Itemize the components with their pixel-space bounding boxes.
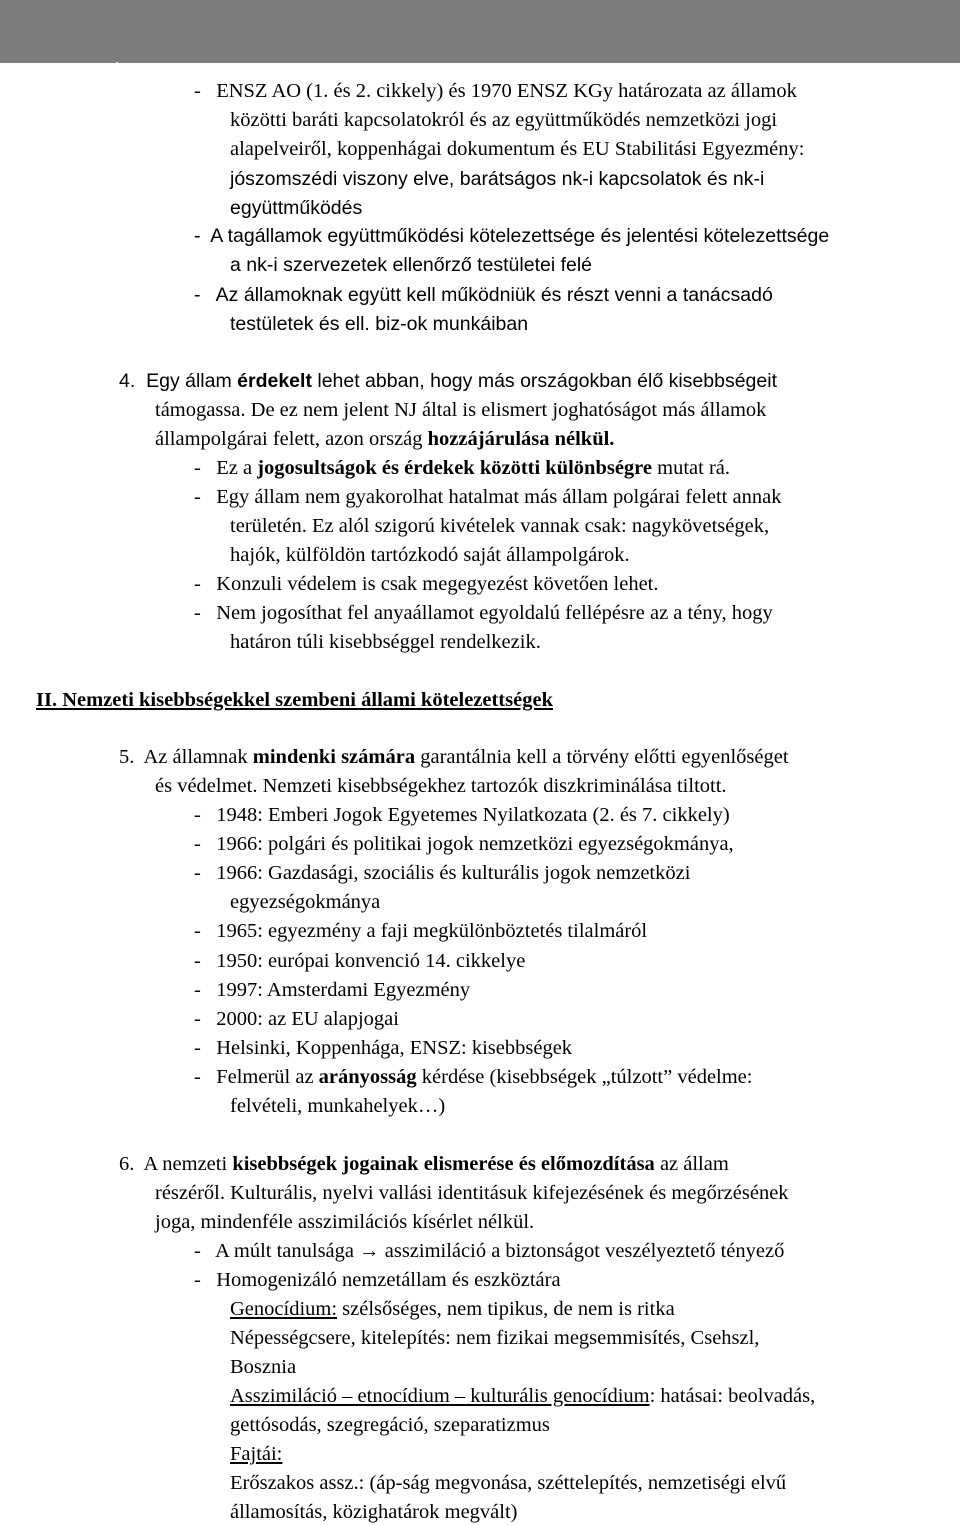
list-item: - Nem jogosíthat fel anyaállamot egyoldalú fellépésre az a tény, hogy: [194, 602, 773, 624]
list-item-continuation: a nk-i szervezetek ellenőrző testületei felé: [230, 254, 593, 276]
list-item: [194, 1239, 784, 1263]
list-item-continuation: gettósodás, szegregáció, szeparatizmus: [230, 1414, 550, 1436]
list-item-continuation: Bosznia: [230, 1356, 297, 1378]
underlined-text: Asszimiláció – etnocídium – kulturális genocídium: [230, 1385, 650, 1407]
text: 5. Az államnak: [119, 746, 253, 768]
list-item-continuation: jószomszédi viszony elve, barátságos nk-i kapcsolatok és nk-i: [230, 168, 765, 190]
header-line-1: Nemzet és Állam között: Kin-state és host country gyakorlati politikák (Európában és: [5, 62, 771, 85]
text: 4. Egy állam: [119, 370, 238, 392]
list-item-continuation: hajók, külföldön tartózkodó saját állampolgárok.: [230, 544, 630, 566]
point-4-line: [155, 427, 614, 451]
text: : hatásai: beolvadás,: [649, 1385, 816, 1407]
list-item: - Konzuli védelem is csak megegyezést követően lehet.: [194, 573, 659, 595]
list-item: - ENSZ AO (1. és 2. cikkely) és 1970 ENSZ KGy határozata az államok: [194, 80, 797, 102]
list-item: - 1950: európai konvenció 14. cikkelye: [194, 950, 526, 972]
point-5-line: [119, 745, 789, 769]
list-item: - 1997: Amsterdami Egyezmény: [194, 979, 471, 1001]
text: garantálnia kell a törvény előtti egyenlőséget: [415, 746, 789, 768]
list-item-continuation: Fajtái:: [230, 1443, 283, 1465]
list-item: - Homogenizáló nemzetállam és eszköztára: [194, 1269, 561, 1291]
text: szélsőséges, nem tipikus, de nem is ritka: [337, 1298, 675, 1320]
bold-text: arányosság: [318, 1066, 417, 1088]
list-item: - 1966: Gazdasági, szociális és kulturális jogok nemzetközi: [194, 862, 691, 884]
underlined-text: Genocídium:: [230, 1298, 338, 1320]
text: - A múlt tanulsága: [194, 1240, 360, 1262]
list-item: - 1948: Emberi Jogok Egyetemes Nyilatkozata (2. és 7. cikkely): [194, 804, 730, 826]
list-item-continuation: [230, 1297, 675, 1321]
text: - Felmerül az: [194, 1066, 319, 1088]
bold-text: jogosultságok és érdekek közötti különbségre: [257, 457, 653, 479]
point-6-line: joga, mindenféle asszimilációs kísérlet nélkül.: [155, 1211, 535, 1233]
point-4-line: [119, 369, 777, 393]
bold-text: hozzájárulása nélkül.: [427, 428, 615, 450]
list-item: [194, 1065, 752, 1089]
list-item-continuation: államosítás, közighatárok megvált): [230, 1501, 518, 1523]
list-item: - Egy állam nem gyakorolhat hatalmat más állam polgárai felett annak: [194, 486, 782, 508]
point-6-line: részéről. Kulturális, nyelvi vallási identitásuk kifejezésének és megőrzésének: [155, 1182, 789, 1204]
section-heading: II. Nemzeti kisebbségekkel szembeni állami kötelezettségek: [36, 689, 553, 711]
list-item: [194, 456, 730, 480]
list-item-continuation: együttműködés: [230, 197, 363, 219]
list-item: - A tagállamok együttműködési kötelezettsége és jelentési kötelezettsége: [194, 225, 830, 247]
text: állampolgárai felett, azon ország: [155, 428, 428, 450]
list-item: - 1966: polgári és politikai jogok nemzetközi egyezségokmánya,: [194, 833, 734, 855]
text: lehet abban, hogy más országokban élő kisebbségeit: [311, 370, 777, 392]
point-5-line: és védelmet. Nemzeti kisebbségekhez tartozók diszkriminálása tiltott.: [155, 775, 727, 797]
list-item: - 1965: egyezmény a faji megkülönböztetés tilalmáról: [194, 920, 648, 942]
text: 6. A nemzeti: [119, 1153, 233, 1175]
text: - Ez a: [194, 457, 258, 479]
list-item-continuation: alapelveiről, koppenhágai dokumentum és EU Stabilitási Egyezmény:: [230, 138, 805, 160]
list-item-continuation: Erőszakos assz.: (áp-ság megvonása, széttelepítés, nemzetiségi elvű: [230, 1472, 787, 1494]
list-item-continuation: egyezségokmánya: [230, 891, 381, 913]
list-item-continuation: Népességcsere, kitelepítés: nem fizikai megsemmisítés, Csehszl,: [230, 1327, 760, 1349]
bold-text: érdekelt: [237, 370, 312, 392]
text: kérdése (kisebbségek „túlzott” védelme:: [416, 1066, 753, 1088]
list-item-continuation: testületek és ell. biz-ok munkáiban: [230, 313, 529, 335]
list-item-continuation: területén. Ez alól szigorú kivételek vannak csak: nagykövetségek,: [230, 515, 770, 537]
text: az állam: [654, 1153, 729, 1175]
list-item-continuation: közötti baráti kapcsolatokról és az együttműködés nemzetközi jogi: [230, 109, 778, 131]
text: mutat rá.: [652, 457, 731, 479]
list-item-continuation: [230, 1384, 815, 1408]
header-line-2: Ázsiában) ELTE – ÁJK, 2011-12 ősz: [5, 146, 335, 169]
list-item-continuation: határon túli kisebbséggel rendelkezik.: [230, 631, 541, 653]
list-item: - Helsinki, Koppenhága, ENSZ: kisebbségek: [194, 1037, 573, 1059]
list-item: - Az államoknak együtt kell működniük és részt venni a tanácsadó: [194, 284, 773, 306]
list-item: - 2000: az EU alapjogai: [194, 1008, 399, 1030]
text: asszimiláció a biztonságot veszélyeztető tényező: [379, 1240, 785, 1262]
list-item-continuation: felvételi, munkahelyek…): [230, 1095, 446, 1117]
bold-text: kisebbségek jogainak elismerése és előmozdítása: [232, 1153, 655, 1175]
arrow-right-icon: →: [359, 1240, 380, 1262]
bold-text: mindenki számára: [252, 746, 416, 768]
point-6-line: [119, 1152, 729, 1176]
point-4-line: támogassa. De ez nem jelent NJ által is elismert joghatóságot más államok: [155, 399, 767, 421]
